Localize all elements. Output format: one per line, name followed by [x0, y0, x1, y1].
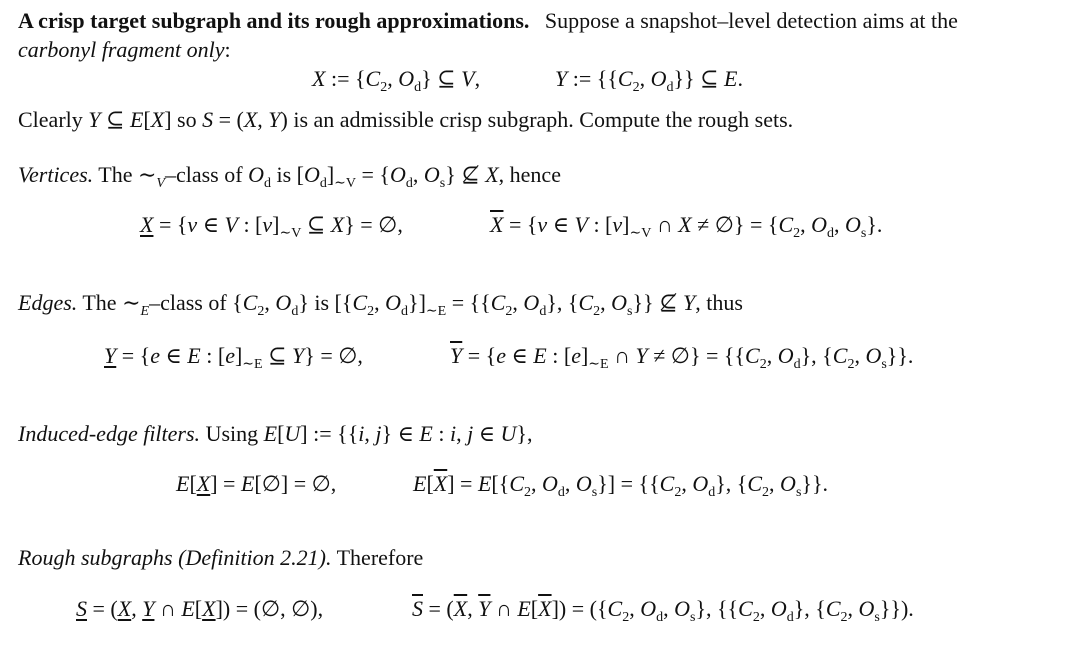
equation-upper-s: $\overline{S} = (\overline{X}$, $\overline{Y}$ ∩ $E[\overline{X}]) = (\{C_2$, $O_d$, $O_s$}, {{$C_2$, $O_d$}, {$C_2$, $O_s$}}). — [412, 596, 914, 625]
equation-e-lower-x: E[X] = E[∅] = ∅, — [176, 471, 337, 496]
paragraph-intro-cont — [18, 37, 231, 63]
equation-e-upper-x: $E[\overline{X}] = E[\{C_2$, $O_d$, $O_s\}] = \{\{C_2$, $O_d$}, {$C_2$, $O_s$}}. — [413, 471, 829, 500]
paragraph-intro — [18, 8, 958, 34]
punctuation: : — [224, 37, 231, 62]
paragraph-label: Vertices. — [18, 162, 94, 187]
equation-lower-s: S = (X, Y ∩ E[X]) = (∅, ∅), — [76, 596, 324, 621]
paragraph-clearly: Clearly Y ⊆ E[X] so S = (X, Y) is an admissible crisp subgraph. Compute the rough sets. — [18, 107, 794, 132]
equation-x-def: X := {$C_2$, $O_d$} ⊆ V, — [312, 66, 481, 95]
paragraph-label: Edges. — [18, 290, 78, 315]
paragraph-vertices: Vertices. The $\sim_V$–class of $O_d$ is $[O_d]_{\sim V} = \{O_d$, $O_s$} ⊈ X, hence — [18, 162, 561, 191]
paragraph-text: Therefore — [336, 545, 424, 570]
paragraph-heading: A crisp target subgraph and its rough approximations. — [18, 8, 530, 33]
equation-lower-y: Y = {e ∈ E : $[e]_{\sim E}$ ⊆ Y} = ∅, — [104, 343, 363, 372]
paragraph-label: Rough subgraphs (Definition 2.21). — [18, 545, 332, 570]
equation-upper-x: $\overline{X} = \{v$ ∈ V : $[v]_{\sim V}$ ∩ X ≠ ∅} = {$C_2$, $O_d$, $O_s$}. — [490, 212, 883, 241]
equation-y-def: Y := {{$C_2$, $O_d$}} ⊆ E. — [555, 66, 743, 95]
paragraph-label: Induced-edge filters. — [18, 421, 201, 446]
equation-lower-x: X = {v ∈ V : $[v]_{\sim V}$ ⊆ X} = ∅, — [140, 212, 403, 241]
paragraph-induced: Induced-edge filters. Using E[U] := {{i, j} ∈ E : i, j ∈ U}, — [18, 421, 533, 446]
paragraph-rough-subgraphs — [18, 545, 423, 571]
paragraph-edges: Edges. The $\sim_E$–class of {$C_2$, $O_d$} is [{$C_2$, $O_d\}]_{\sim E} = \{\{C_2$, $O_d$}, {$C_2$, $O_s$}} ⊈ Y, thus — [18, 290, 743, 319]
equation-upper-y: $\overline{Y} = \{e$ ∈ E : $[e]_{\sim E}$ ∩ Y ≠ ∅} = {{$C_2$, $O_d$}, {$C_2$, $O_s$}}. — [450, 343, 914, 372]
emphasis-text: carbonyl fragment only — [18, 37, 225, 62]
paragraph-text: Suppose a snapshot–level detection aims at the — [544, 8, 958, 33]
